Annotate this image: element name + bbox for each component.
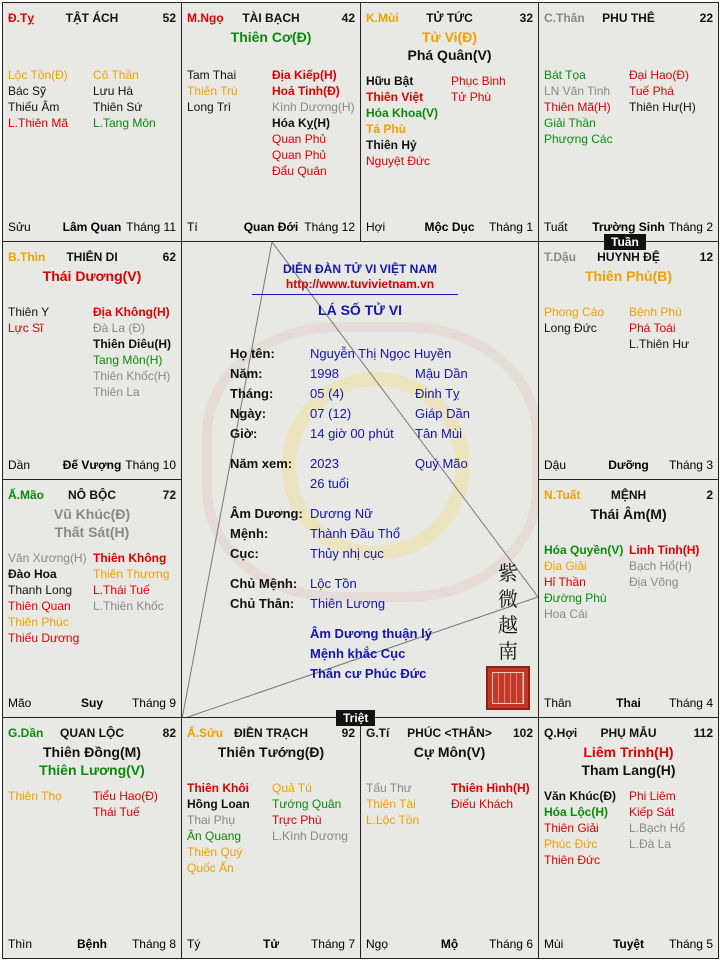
age-number: 112 <box>693 726 713 740</box>
star: Thiếu Âm <box>8 100 60 114</box>
star: Thiên Khốc(H) <box>93 369 171 383</box>
star: Địa Võng <box>629 575 679 589</box>
age-number: 12 <box>699 250 713 264</box>
can-chi-label: N.Tuất <box>544 488 581 502</box>
star: Quả Tú <box>272 781 312 795</box>
age-number: 52 <box>162 11 176 25</box>
palace-name: QUAN LỘC <box>60 726 124 740</box>
palace-header <box>544 250 713 266</box>
star: Thiên Trù <box>187 84 238 98</box>
calligraphy-char: 微 <box>498 587 518 611</box>
month-label: Tháng 3 <box>668 458 713 472</box>
truong-sinh-label: Tử <box>262 937 280 951</box>
age-number: 62 <box>162 250 176 264</box>
palace-name: THIÊN DI <box>66 250 118 264</box>
palace-footer <box>8 220 176 235</box>
palace-name: TỬ TỨC <box>426 11 473 25</box>
truong-sinh-label: Dưỡng <box>608 458 649 472</box>
star-list-right <box>629 67 696 115</box>
info-value-can-chi: Mậu Dần <box>415 366 468 381</box>
branch-label: Mão <box>8 696 32 710</box>
calligraphy-char: 越 <box>498 613 518 637</box>
palace-header <box>8 726 176 742</box>
main-star: Cự Môn(V) <box>413 744 486 760</box>
palace-footer <box>544 696 713 711</box>
chart-title: LÁ SỐ TỬ VI <box>318 302 402 318</box>
truong-sinh-label: Trường Sinh <box>592 220 665 234</box>
month-label: Tháng 5 <box>668 937 713 951</box>
star-list-right <box>451 780 530 812</box>
star: Đường Phù <box>544 591 607 605</box>
main-star: Liêm Trinh(H) <box>583 744 674 760</box>
palace-footer <box>8 696 176 711</box>
summary-note: Mệnh khắc Cục <box>310 646 406 661</box>
palace-header <box>544 726 713 742</box>
star: Nguyệt Đức <box>366 154 431 168</box>
palace-name: NÔ BỘC <box>68 488 116 502</box>
star: Hóa Khoa(V) <box>366 106 438 120</box>
branch-label: Dậu <box>544 458 567 472</box>
branch-label: Thân <box>544 696 572 710</box>
palace-header <box>544 488 713 504</box>
palace-name: PHU THÊ <box>602 11 655 25</box>
palace-header <box>8 11 176 27</box>
star: Thanh Long <box>8 583 73 597</box>
star: Tả Phù <box>366 122 407 136</box>
info-value-can-chi: Tân Mùi <box>415 426 462 441</box>
star-list-right <box>451 73 506 105</box>
star: Thiên Giải <box>544 821 599 835</box>
summary-note: Thân cư Phúc Đức <box>310 666 427 681</box>
age-number: 92 <box>341 726 355 740</box>
info-value: 1998 <box>310 366 339 381</box>
palace-header <box>187 726 355 742</box>
star: Thiên Mã(H) <box>544 100 611 114</box>
palace-name: PHỤ MẪU <box>600 726 657 740</box>
star: Thiên Hình(H) <box>451 781 530 795</box>
star-list-right <box>629 304 689 352</box>
star: Thiên Tài <box>366 797 416 811</box>
star: Thái Tuế <box>93 805 140 819</box>
info-label: Chủ Thân: <box>230 596 295 611</box>
month-label: Tháng 2 <box>668 220 713 234</box>
info-value: Lộc Tồn <box>310 576 357 591</box>
age-number: 2 <box>706 488 713 502</box>
star-list-left <box>8 304 49 336</box>
star: Lực Sĩ <box>8 321 44 335</box>
month-label: Tháng 6 <box>488 937 533 951</box>
star: Địa Giải <box>544 559 587 573</box>
star-list-right <box>272 780 348 844</box>
truong-sinh-label: Bệnh <box>77 937 107 951</box>
star: Thiên Thọ <box>8 789 62 803</box>
palace-footer <box>8 458 176 473</box>
month-label: Tháng 7 <box>310 937 355 951</box>
star: Địa Không(H) <box>93 305 170 319</box>
star: Tướng Quân <box>272 797 342 811</box>
palace-hoi <box>538 717 719 959</box>
palace-header <box>544 11 713 27</box>
info-value: Nguyễn Thị Ngọc Huyền <box>310 346 452 361</box>
star: Thiên Quý <box>187 845 243 859</box>
tuan-tag: Tuần <box>604 234 646 250</box>
star: L.Đà La <box>629 837 672 851</box>
info-value-can-chi: Quý Mão <box>415 456 468 471</box>
palace-name: TÀI BẠCH <box>242 11 300 25</box>
branch-label: Ngọ <box>366 937 389 951</box>
main-star: Thiên Đồng(M) <box>43 744 141 760</box>
star-list-right <box>93 788 158 820</box>
star: Tiểu Hao(Đ) <box>93 789 158 803</box>
star: Trực Phù <box>272 813 322 827</box>
branch-label: Tý <box>187 937 201 951</box>
star-list-left <box>187 780 250 876</box>
truong-sinh-label: Suy <box>80 696 103 710</box>
star-list-left <box>544 67 613 147</box>
star: L.Tang Môn <box>93 116 156 130</box>
star: Đẩu Quân <box>272 164 327 178</box>
palace-header <box>366 11 533 27</box>
info-value: 2023 <box>310 456 339 471</box>
summary-note: Âm Dương thuận lý <box>310 626 432 641</box>
truong-sinh-label: Mộ <box>440 937 459 951</box>
star: Hoa Cái <box>544 607 588 621</box>
palace-header <box>366 726 533 742</box>
info-label: Chủ Mệnh: <box>230 576 298 591</box>
palace-name: TẬT ÁCH <box>65 11 119 25</box>
star: Hóa Quyền(V) <box>544 543 624 557</box>
month-label: Tháng 10 <box>125 458 176 472</box>
palace-dan <box>2 717 182 959</box>
branch-label: Tí <box>187 220 198 234</box>
center-panel <box>182 242 538 717</box>
truong-sinh-label: Tuyệt <box>612 937 645 951</box>
star: Long Đức <box>544 321 597 335</box>
star: Quốc Ấn <box>187 861 234 875</box>
can-chi-label: Đ.Tỵ <box>8 11 35 25</box>
branch-label: Hợi <box>366 220 386 234</box>
age-number: 32 <box>519 11 533 25</box>
can-chi-label: G.Tí <box>366 726 390 740</box>
main-star: Thiên Tướng(Đ) <box>217 744 325 760</box>
truong-sinh-label: Quan Đới <box>243 220 299 234</box>
star: Hỉ Thần <box>544 575 586 589</box>
star: Thiên Không <box>93 551 167 565</box>
star: Phi Liêm <box>629 789 676 803</box>
month-label: Tháng 11 <box>126 220 176 234</box>
star: Thiên Phúc <box>8 615 69 629</box>
star: Văn Xương(H) <box>8 551 87 565</box>
star: Cô Thần <box>93 68 139 82</box>
palace-name: PHÚC <THÂN> <box>407 726 492 740</box>
info-value: Thiên Lương <box>310 596 386 611</box>
info-label: Tháng: <box>230 386 274 401</box>
month-label: Tháng 9 <box>131 696 176 710</box>
info-value: Thành Đầu Thổ <box>310 526 401 541</box>
info-value: 05 (4) <box>310 386 344 401</box>
main-star: Vũ Khúc(Đ) <box>53 506 131 522</box>
info-value-can-chi: Giáp Dần <box>415 406 470 421</box>
divider <box>252 294 458 295</box>
palace-footer <box>187 937 355 952</box>
info-value: 14 giờ 00 phút <box>310 426 394 441</box>
star: Thiên Diêu(H) <box>93 337 171 351</box>
month-label: Tháng 12 <box>304 220 355 234</box>
star-list-right <box>93 304 171 400</box>
star: LN Văn Tinh <box>544 84 611 98</box>
star: L.Thiên Khốc <box>93 599 164 613</box>
star: Hoả Tinh(Đ) <box>272 84 340 98</box>
star: Phục Binh <box>451 74 506 88</box>
can-chi-label: C.Thân <box>544 11 585 25</box>
main-star: Thái Dương(V) <box>42 268 142 284</box>
palace-ngo <box>181 2 361 242</box>
palace-footer <box>366 220 533 235</box>
star: Bạch Hổ(H) <box>629 559 692 573</box>
star: Phong Cáo <box>544 305 605 319</box>
calligraphy-char: 南 <box>498 639 518 663</box>
star: Thiên Đức <box>544 853 601 867</box>
star-list-right <box>93 67 156 131</box>
star: L.Thiên Mã <box>8 116 69 130</box>
palace-mao <box>2 479 182 718</box>
star: L.Lộc Tồn <box>366 813 420 827</box>
info-label: Âm Dương: <box>230 506 303 521</box>
star: Tử Phù <box>451 90 492 104</box>
month-label: Tháng 4 <box>668 696 713 710</box>
truong-sinh-label: Thai <box>616 696 641 710</box>
star: Long Trì <box>187 100 232 114</box>
star: L.Thái Tuế <box>93 583 150 597</box>
star: Thiên Việt <box>366 90 424 104</box>
triet-tag: Triệt <box>336 710 375 726</box>
star: Giải Thần <box>544 116 596 130</box>
seal-inner <box>492 672 524 704</box>
age-number: 102 <box>512 726 533 740</box>
palace-mui <box>360 2 539 242</box>
info-label: Năm xem: <box>230 456 293 471</box>
truong-sinh-label: Đế Vượng <box>62 458 122 472</box>
palace-than <box>538 2 719 242</box>
star: Phá Toái <box>629 321 676 335</box>
star: L.Kình Dương <box>272 829 348 843</box>
info-label: Ngày: <box>230 406 267 421</box>
star-list-right <box>272 67 355 179</box>
star: Thiên Khôi <box>187 781 249 795</box>
star: Kình Dương(H) <box>272 100 355 114</box>
star: Đại Hao(Đ) <box>629 68 690 82</box>
star: Bác Sỹ <box>8 84 47 98</box>
palace-tuat <box>538 479 719 718</box>
main-star: Tử Vi(Đ) <box>422 29 477 45</box>
info-label: Họ tên: <box>230 346 275 361</box>
palace-dau <box>538 241 719 480</box>
can-chi-label: Ấ.Mão <box>8 488 44 502</box>
main-star: Thiên Phủ(B) <box>584 268 673 284</box>
age-number: 72 <box>162 488 176 502</box>
star: Hóa Kỵ(H) <box>272 116 331 130</box>
star: Đào Hoa <box>8 567 57 581</box>
palace-header <box>8 250 176 266</box>
info-label: Giờ: <box>230 426 258 441</box>
star: L.Thiên Hư <box>629 337 690 351</box>
star: Thai Phụ <box>187 813 236 827</box>
age-number: 22 <box>699 11 713 25</box>
palace-footer <box>544 937 713 952</box>
star: Văn Khúc(Đ) <box>544 789 616 803</box>
branch-label: Thìn <box>8 937 33 951</box>
star-list-left <box>187 67 238 115</box>
star-list-left <box>544 788 616 868</box>
star: Tang Môn(H) <box>93 353 163 367</box>
star: Đà La (Đ) <box>93 321 146 335</box>
star: Lưu Hà <box>93 84 134 98</box>
palace-header <box>8 488 176 504</box>
palace-footer <box>366 937 533 952</box>
palace-name: HUYNH ĐỆ <box>597 250 660 264</box>
can-chi-label: M.Ngọ <box>187 11 224 25</box>
palace-ti <box>360 717 539 959</box>
star-list-right <box>629 788 685 852</box>
can-chi-label: T.Dậu <box>544 250 577 264</box>
star: Linh Tinh(H) <box>629 543 700 557</box>
calligraphy-char: 紫 <box>498 561 518 585</box>
main-star: Phá Quân(V) <box>407 47 492 63</box>
star: Quan Phủ <box>272 132 327 146</box>
star: Hữu Bật <box>366 74 414 88</box>
can-chi-label: G.Dần <box>8 726 44 740</box>
info-value: Thủy nhị cục <box>310 546 384 561</box>
truong-sinh-label: Mộc Dục <box>424 220 475 234</box>
main-star: Thất Sát(H) <box>54 524 130 540</box>
star: Tuế Phá <box>629 84 674 98</box>
star: Bát Tọa <box>544 68 586 82</box>
star: Thiên Thương <box>93 567 170 581</box>
palace-footer <box>187 220 355 235</box>
star: Hóa Lộc(H) <box>544 805 608 819</box>
star: Thiên Hư(H) <box>629 100 696 114</box>
star: Điếu Khách <box>451 797 514 811</box>
palace-suu <box>181 717 361 959</box>
star: Quan Phủ <box>272 148 327 162</box>
palace-footer <box>544 220 713 235</box>
palace-thin <box>2 241 182 480</box>
info-label: Cục: <box>230 546 259 561</box>
palace-footer <box>544 458 713 473</box>
star-list-left <box>544 542 623 622</box>
star: Phượng Các <box>544 132 613 146</box>
star: Thiếu Dương <box>8 631 80 645</box>
star: Ân Quang <box>187 829 242 843</box>
star: Thiên Sứ <box>93 100 143 114</box>
info-label: Mệnh: <box>230 526 269 541</box>
star: L.Bạch Hổ <box>629 821 686 835</box>
star: Địa Kiếp(H) <box>272 68 337 82</box>
can-chi-label: Q.Hợi <box>544 726 578 740</box>
age-number: 42 <box>341 11 355 25</box>
star-list-left <box>8 550 87 646</box>
star: Phúc Đức <box>544 837 598 851</box>
branch-label: Mùi <box>544 937 564 951</box>
can-chi-label: K.Mùi <box>366 11 399 25</box>
star: Hồng Loan <box>187 797 250 811</box>
star-list-left <box>8 67 68 131</box>
star: Bệnh Phù <box>629 305 682 319</box>
palace-header <box>187 11 355 27</box>
can-chi-label: B.Thìn <box>8 250 46 264</box>
star: Thiên Y <box>8 305 50 319</box>
palace-footer <box>8 937 176 952</box>
truong-sinh-label: Lâm Quan <box>62 220 122 234</box>
month-label: Tháng 8 <box>131 937 176 951</box>
info-value: 26 tuổi <box>310 476 350 491</box>
star: Thiên Quan <box>8 599 71 613</box>
info-value-can-chi: Đinh Tỵ <box>415 386 460 401</box>
can-chi-label: Ấ.Sửu <box>187 726 224 740</box>
star: Thiên La <box>93 385 140 399</box>
info-label: Năm: <box>230 366 263 381</box>
star-list-left <box>8 788 62 804</box>
main-star: Thiên Lương(V) <box>39 762 145 778</box>
main-star: Tham Lang(H) <box>581 762 676 778</box>
calligraphy-text <box>496 560 520 664</box>
star: Kiếp Sát <box>629 805 675 819</box>
star: Thiên Hỷ <box>366 138 417 152</box>
star-list-left <box>366 780 419 828</box>
branch-label: Sửu <box>8 220 31 234</box>
star-list-left <box>544 304 604 336</box>
star: Tam Thai <box>187 68 237 82</box>
forum-url: http://www.tuvivietnam.vn <box>285 277 435 291</box>
palace-ty <box>2 2 182 242</box>
info-value: 07 (12) <box>310 406 352 421</box>
forum-name: DIỄN ĐÀN TỬ VI VIỆT NAM <box>283 262 437 276</box>
star-list-right <box>93 550 169 614</box>
star: Lộc Tồn(Đ) <box>8 68 68 82</box>
info-value: Dương Nữ <box>310 506 373 521</box>
main-star: Thái Âm(M) <box>590 506 667 522</box>
palace-name: ĐIỀN TRẠCH <box>234 726 308 740</box>
star-list-right <box>629 542 699 590</box>
star-list-left <box>366 73 438 169</box>
branch-label: Dần <box>8 458 31 472</box>
age-number: 82 <box>162 726 176 740</box>
red-seal <box>486 666 530 710</box>
main-star: Thiên Cơ(Đ) <box>230 29 312 45</box>
branch-label: Tuất <box>544 220 568 234</box>
star: Tấu Thư <box>366 781 412 795</box>
tu-vi-chart <box>2 2 718 958</box>
palace-name: MỆNH <box>610 488 647 502</box>
month-label: Tháng 1 <box>488 220 533 234</box>
